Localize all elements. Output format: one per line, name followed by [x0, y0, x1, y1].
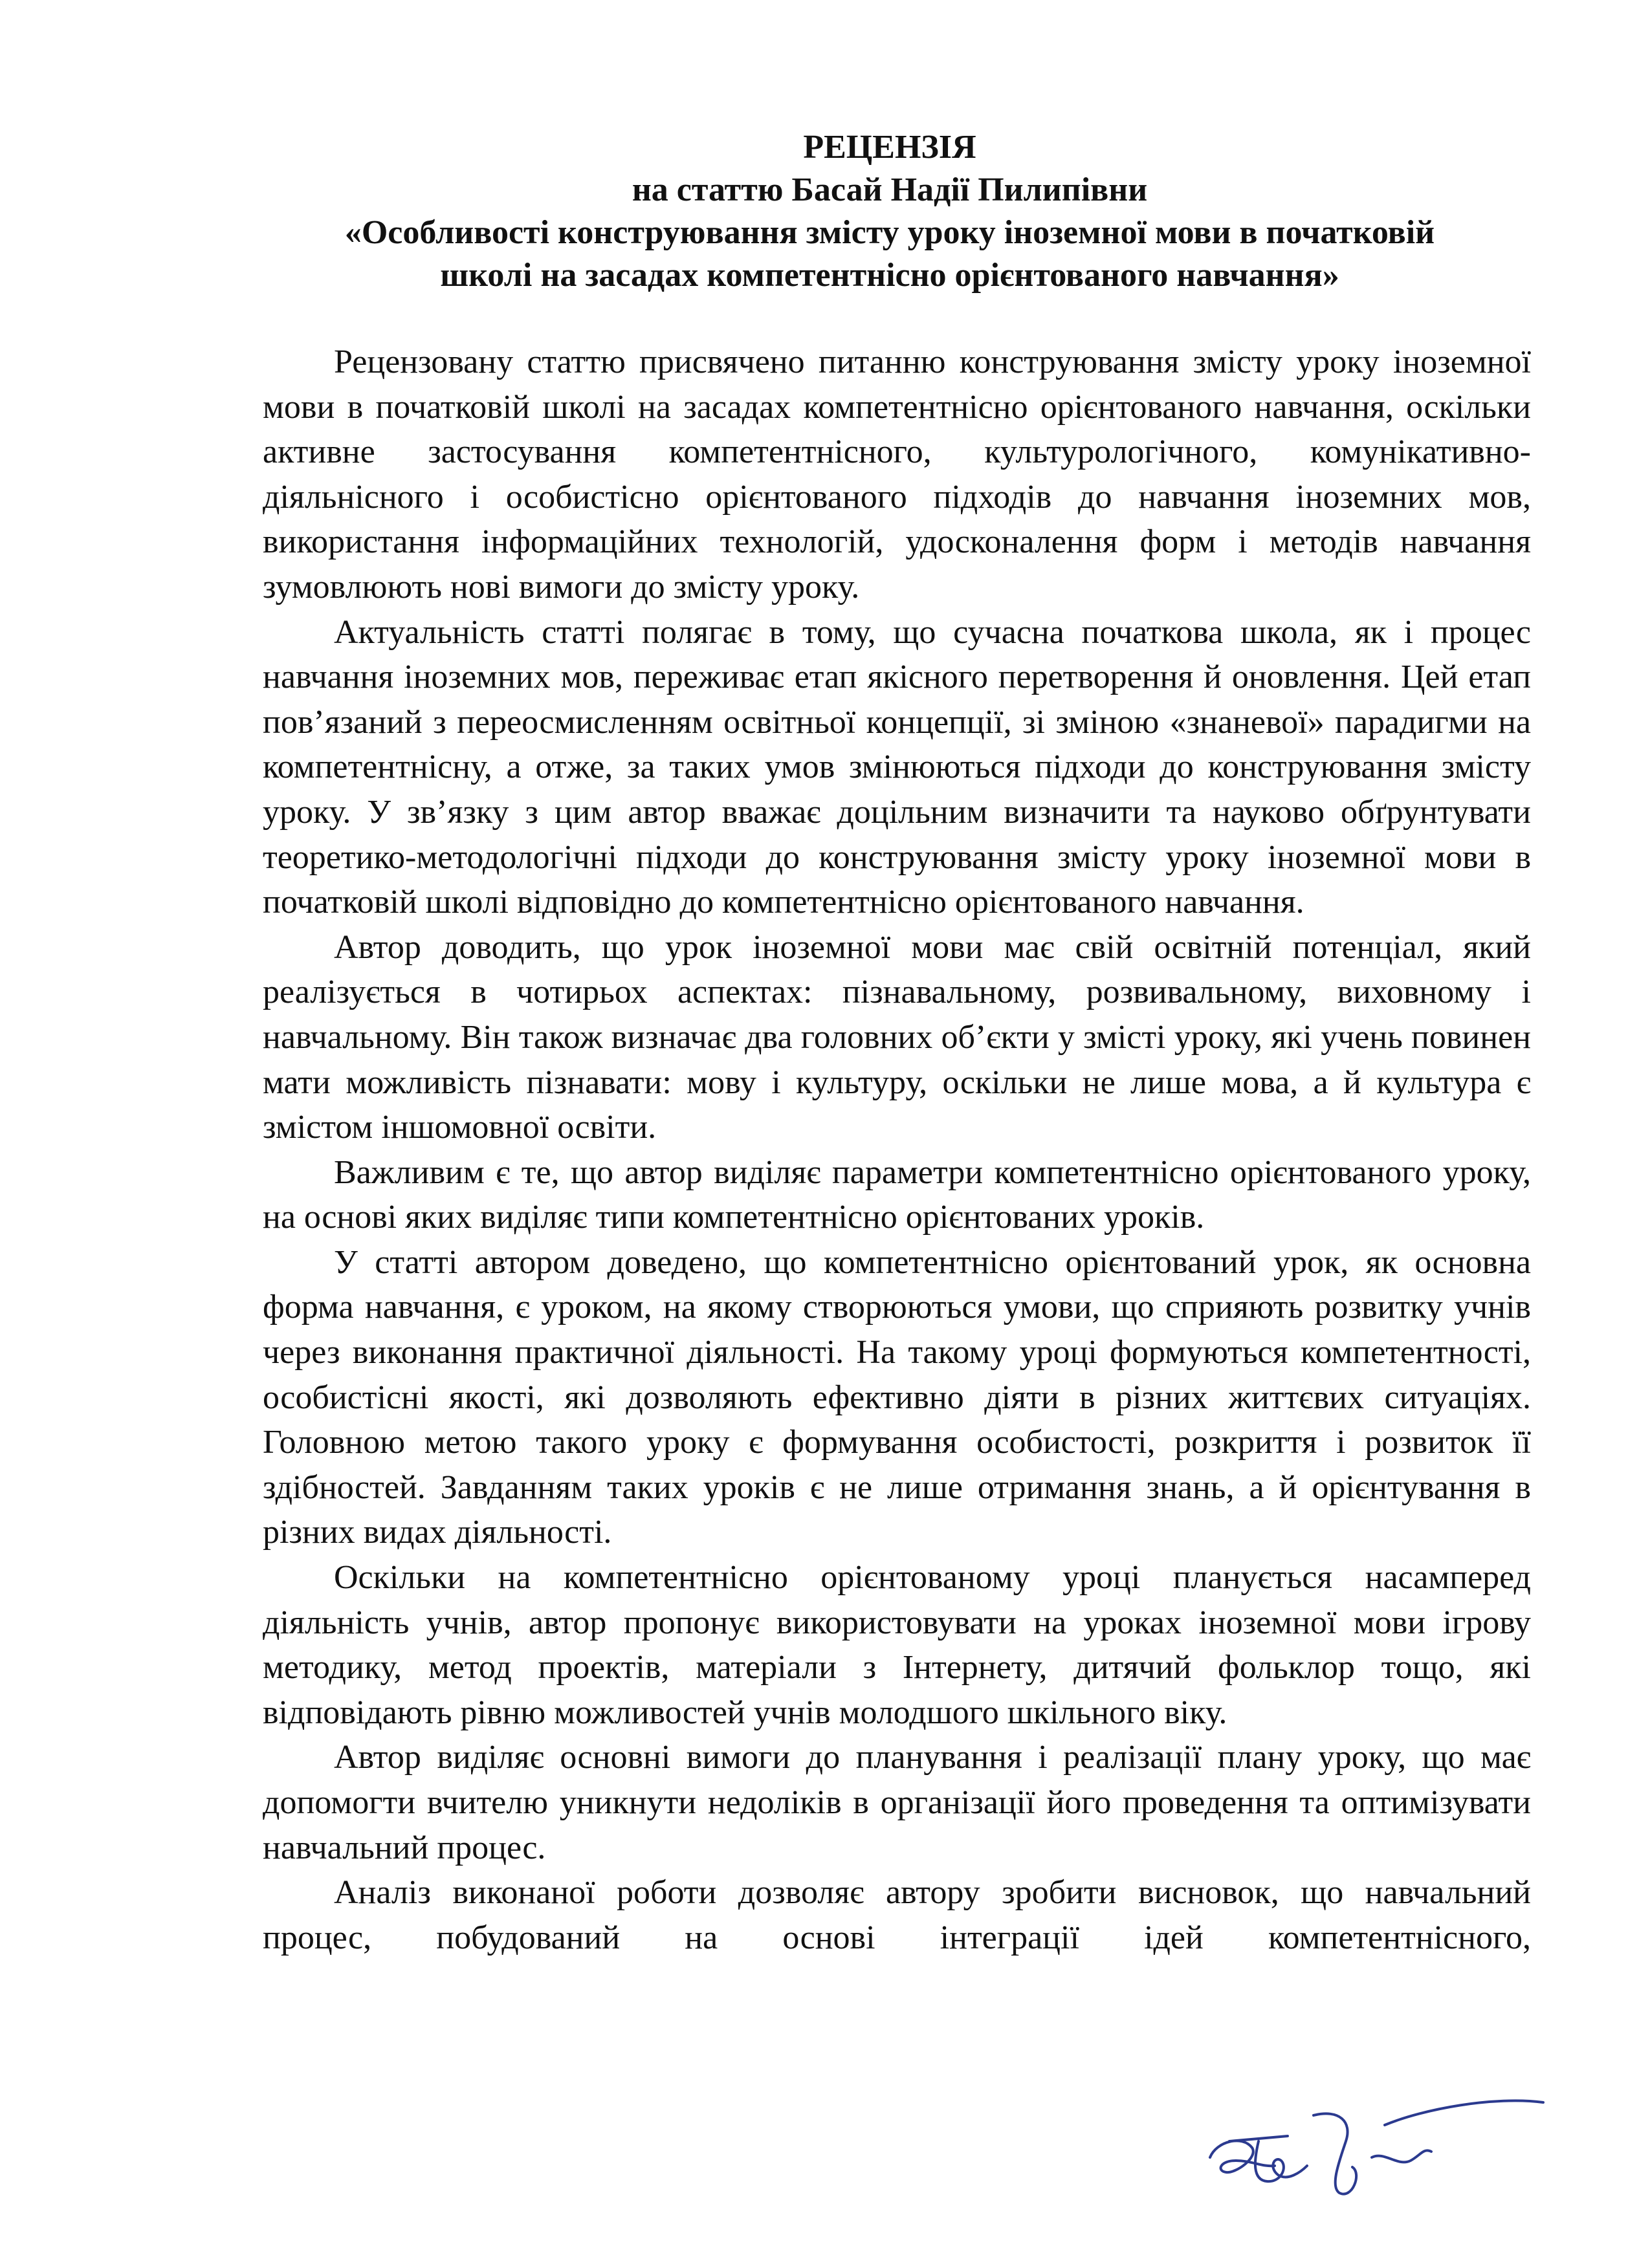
article-title-line-2: школі на засадах компетентнісно орієнтованого навчання»	[440, 257, 1339, 294]
handwritten-signature-icon	[1191, 2096, 1553, 2212]
article-title-line-1: «Особливості конструювання змісту уроку іноземної мови в початковій	[344, 214, 1435, 251]
paragraph-4: Важливим є те, що автор виділяє параметри компетентнісно орієнтованого уроку, на основі яких виділяє типи компетентнісно орієнтованих уроків.	[263, 1153, 1531, 1236]
paragraph-7: Автор виділяє основні вимоги до планування і реалізації плану уроку, що має допомогти вчителю уникнути недоліків в організації його проведення та оптимізувати навчальний процес.	[263, 1739, 1531, 1866]
paragraph-2: Актуальність статті полягає в тому, що сучасна початкова школа, як і процес навчання іноземних мов, переживає етап якісного перетворення й оновлення. Цей етап пов’язаний з переосмисленням освітньої концепції, зі зміною «знаневої» парадигми на компетентнісну, а отже, за таких умов змінюються підходи до конструювання змісту уроку. У зв’язку з цим автор вважає доцільним визначити та науково обґрунтувати теоретико-методологічні підходи до конструювання змісту уроку іноземної мови в початковій школі відповідно до компетентнісно орієнтованого навчання.	[263, 613, 1531, 921]
paragraph-1: Рецензовану статтю присвячено питанню конструювання змісту уроку іноземної мови в початковій школі на засадах компетентнісно орієнтованого навчання, оскільки активне застосування компетентнісного, культурологічного, комунікативно-діяльнісного і особистісно орієнтованого підходів до навчання іноземних мов, використання інформаційних технологій, удосконалення форм і методів навчання зумовлюють нові вимоги до змісту уроку.	[263, 343, 1531, 605]
paragraph-6: Оскільки на компетентнісно орієнтованому уроці планується насамперед діяльність учнів, автор пропонує використовувати на уроках іноземної мови ігрову методику, метод проектів, матеріали з Інтернету, дитячий фольклор тощо, які відповідають рівню можливостей учнів молодшого шкільного віку.	[263, 1559, 1531, 1731]
review-subtitle: на статтю Басай Надії Пилипівни	[632, 171, 1148, 208]
paragraph-3: Автор доводить, що урок іноземної мови має свій освітній потенціал, який реалізується в чотирьох аспектах: пізнавальному, розвивальному, виховному і навчальному. Він також визначає два головних об’єкти у змісті уроку, які учень повинен мати можливість пізнавати: мову і культуру, оскільки не лише мова, а й культура є змістом іншомовної освіти.	[263, 928, 1531, 1146]
paragraph-8: Аналіз виконаної роботи дозволяє автору зробити висновок, що навчальний процес, побудований на основі інтеграції ідей компетентнісного,	[263, 1874, 1531, 1956]
paragraph-5: У статті автором доведено, що компетентнісно орієнтований урок, як основна форма навчання, є уроком, на якому створюються умови, що сприяють розвитку учнів через виконання практичної діяльності. На такому уроці формуються компетентності, особистісні якості, які дозволяють ефективно діяти в різних життєвих ситуаціях. Головною метою такого уроку є формування особистості, розкриття і розвиток її здібностей. Завданням таких уроків є не лише отримання знань, а й орієнтування в різних видах діяльності.	[263, 1243, 1531, 1551]
review-body	[263, 340, 1531, 1960]
review-title: РЕЦЕНЗІЯ	[803, 129, 976, 166]
document-header	[246, 126, 1534, 297]
